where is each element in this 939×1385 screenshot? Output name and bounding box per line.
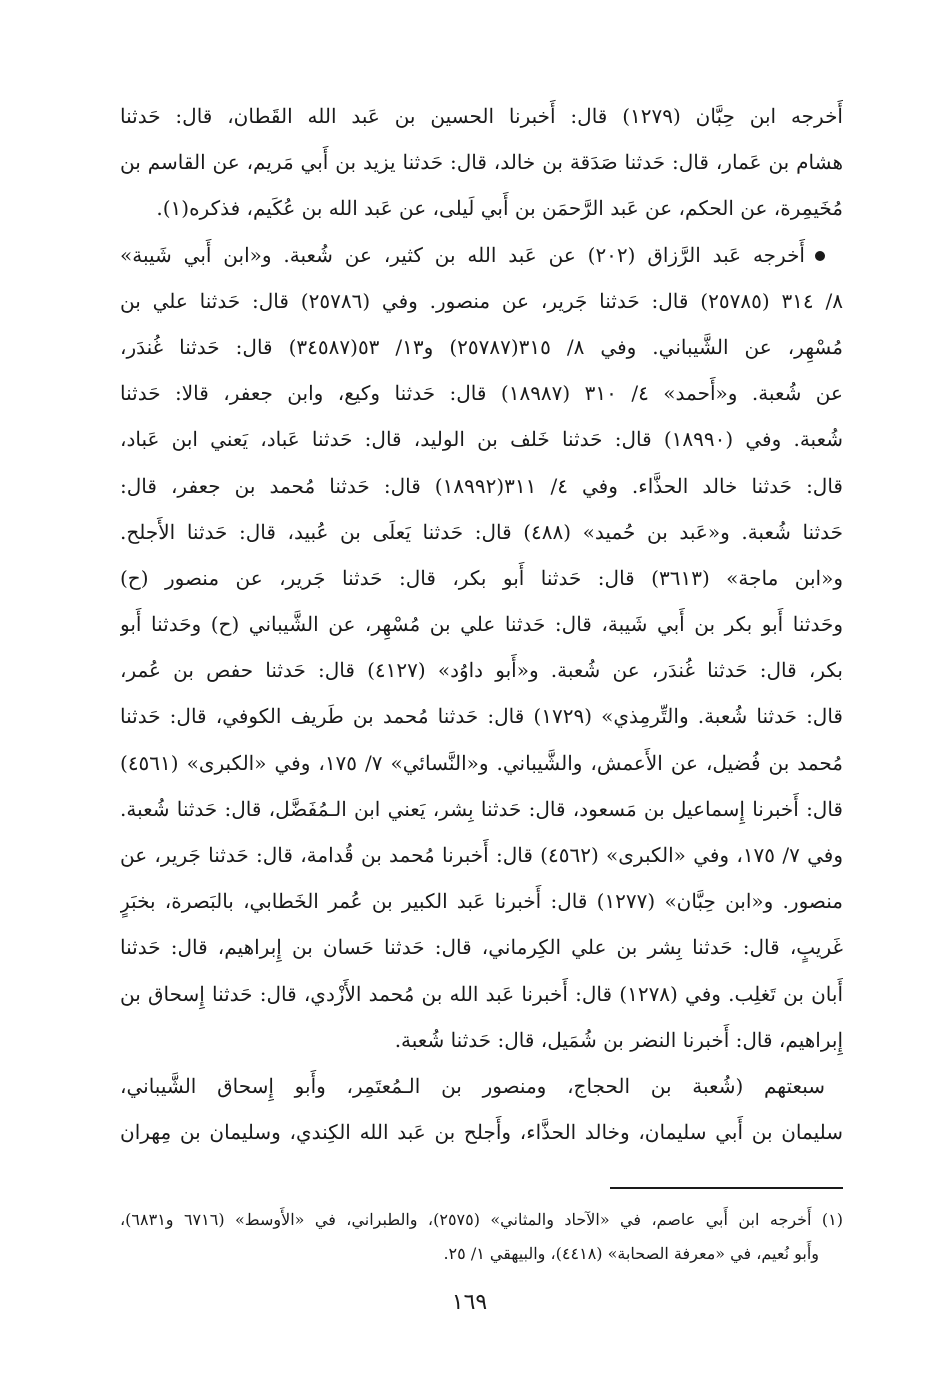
text-line: سبعتهم (شُعبة بن الحجاج، ومنصور بن الـمُعتَمِر، وأَبو إِسحاق الشَّيباني، (120, 1073, 825, 1098)
text-line: مُسْهِر، عن الشَّيباني. وفي ٨/ ٣١٥(٢٥٧٨٧) و١٣/ ٥٣(٣٤٥٨٧) قال: حَدثنا غُندَر، (120, 334, 843, 359)
text-line: غَريبٍ، قال: حَدثنا بِشر بن علي الكِرماني، قال: حَدثنا حَسان بن إِبراهيم، قال: حَدثنا (120, 935, 843, 960)
text-line: و«ابن ماجة» (٣٦١٣) قال: حَدثنا أَبو بكر، قال: حَدثنا جَرير، عن منصور (ح) (120, 565, 843, 590)
text-line: مُحمد بن فُضيل، عن الأَعمش، والشَّيباني. و«النَّسائي» ٧/ ١٧٥، وفي «الكبرى» (٤٥٦١) (120, 750, 843, 775)
text-line: بكر، قال: حَدثنا غُندَر، عن شُعبة. و«أَبو داوُد» (٤١٢٧) قال: حَدثنا حفص بن عُمر، (120, 658, 843, 683)
text-line: حَدثنا شُعبة. و«عَبد بن حُميد» (٤٨٨) قال: حَدثنا يَعلَى بن عُبيد، قال: حَدثنا الأَجلح. (120, 519, 843, 544)
text-line: منصور. و«ابن حِبَّان» (١٢٧٧) قال: أَخبرنا عَبد الكبير بن عُمر الخَطابي، بالبَصرة، بخبَرٍ (120, 889, 843, 914)
text-line: أَخرجه عَبد الرَّزاق (٢٠٢) عن عَبد الله بن كثير، عن شُعبة. و«ابن أَبي شَيبة» (120, 242, 805, 267)
footnote-line: (١) أَخرجه ابن أَبي عاصم، في «الآحاد والمثاني» (٢٥٧٥)، والطبراني، في «الأَوسط» (٦٧١٦ و٦٨٣١)، (120, 1210, 843, 1229)
bullet-icon (815, 251, 825, 261)
footnote-line: وأَبو نُعيم، في «معرفة الصحابة» (٤٤١٨)، والبيهقي ١/ ٢٥. (443, 1244, 819, 1263)
text-line: مُخَيمِرة، عن الحكم، عن عَبد الرَّحمَن بن أَبي لَيلى، عن عَبد الله بن عُكَيم، فذكره(١). (156, 196, 843, 221)
text-line: قال: حَدثنا شُعبة. والتِّرمِذي» (١٧٢٩) قال: حَدثنا مُحمد بن طَريف الكوفي، قال: حَدثنا (120, 704, 843, 729)
text-line: ٨/ ٣١٤ (٢٥٧٨٥) قال: حَدثنا جَرير، عن منصور. وفي (٢٥٧٨٦) قال: حَدثنا علي بن (120, 288, 843, 313)
text-line: إِبراهيم، قال: أَخبرنا النضر بن شُمَيل، قال: حَدثنا شُعبة. (394, 1027, 843, 1052)
footnote-divider (610, 1187, 843, 1189)
text-line: أَبان بن تَغلِب. وفي (١٢٧٨) قال: أَخبرنا عَبد الله بن مُحمد الأَزْدي، قال: حَدثنا إِسحاق بن (120, 981, 843, 1006)
text-line: سليمان بن أَبي سليمان، وخالد الحذَّاء، وأَجلح بن عَبد الله الكِندي، وسليمان بن مِهران (120, 1120, 843, 1145)
text-line: أَخرجه ابن حِبَّان (١٢٧٩) قال: أَخبرنا الحسين بن عَبد الله القَطان، قال: حَدثنا (120, 104, 843, 128)
text-line: وحَدثنا أَبو بكر بن أَبي شَيبة، قال: حَدثنا علي بن مُسْهِر، عن الشَّيباني (ح) وحَدثنا أَبو (120, 612, 843, 637)
bullet-paragraph-line (120, 232, 843, 278)
footnotes (120, 1203, 843, 1271)
text-line: قال: حَدثنا خالد الحذَّاء. وفي ٤/ ٣١١(١٨٩٩٢) قال: حَدثنا مُحمد بن جعفر، قال: (120, 473, 843, 498)
text-line: عن شُعبة. و«أَحمد» ٤/ ٣١٠ (١٨٩٨٧) قال: حَدثنا وكيع، وابن جعفر، قالا: حَدثنا (120, 381, 843, 406)
text-line: شُعبة. وفي (١٨٩٩٠) قال: حَدثنا خَلف بن الوليد، قال: حَدثنا عَباد، يَعني ابن عَباد، (120, 427, 843, 452)
text-line: وفي ٧/ ١٧٥، وفي «الكبرى» (٤٥٦٢) قال: أَخبرنا مُحمد بن قُدامة، قال: حَدثنا جَرير، عن (120, 843, 843, 867)
text-line: قال: أَخبرنا إِسماعيل بن مَسعود، قال: حَدثنا بِشر، يَعني ابن الـمُفَضَّل، قال: حَدثنا شُعبة. (120, 796, 843, 821)
text-line: هشام بن عَمار، قال: حَدثنا صَدَقة بن خالد، قال: حَدثنا يزيد بن أَبي مَريم، عن القاسم بن (120, 150, 843, 175)
page-number: ١٦٩ (451, 1290, 488, 1315)
main-text-body (120, 93, 843, 1155)
